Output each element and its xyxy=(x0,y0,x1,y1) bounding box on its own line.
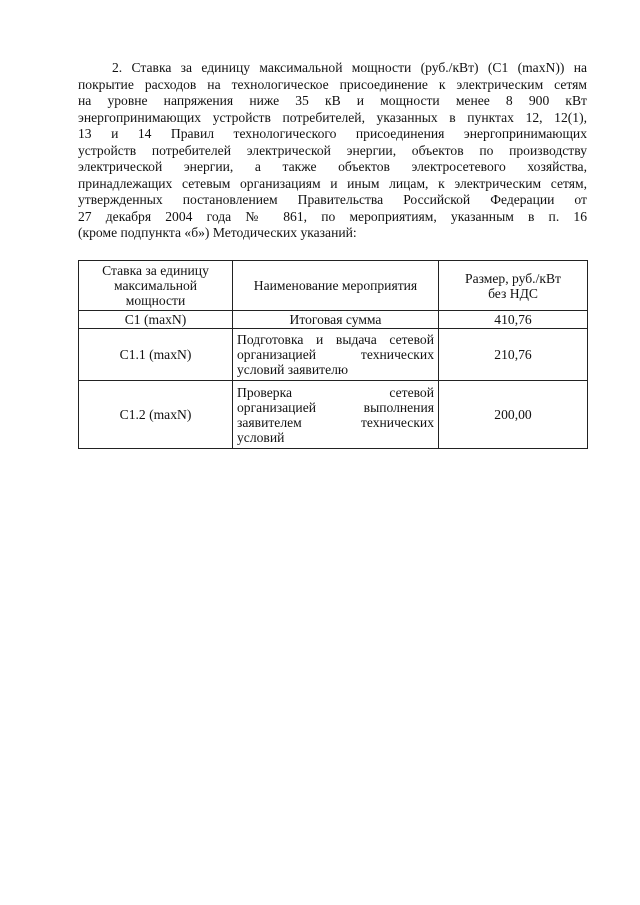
paragraph-line: энергопринимающих устройств потребителей, указанных в пунктах 12, 12(1), xyxy=(78,109,587,125)
paragraph-line: электрической энергии, а также объектов электросетевого хозяйства, xyxy=(78,159,587,174)
value-cell: 210,76 xyxy=(439,329,588,381)
value-cell: 410,76 xyxy=(439,311,588,329)
paragraph-line: утвержденных постановлением Правительства Российской Федерации от xyxy=(78,192,587,207)
paragraph-line: на уровне напряжения ниже 35 кВ и мощности менее 8 900 кВт xyxy=(78,93,587,108)
table-row xyxy=(79,311,588,329)
rate-cell: С1.2 (maxN) xyxy=(79,381,233,449)
name-line: заявителем технических xyxy=(237,414,434,430)
name-line: организацией выполнения xyxy=(237,399,434,415)
paragraph-line: 27 декабря 2004 года № 861, по мероприятиям, указанным в п. 16 xyxy=(78,208,587,224)
rates-table xyxy=(78,260,588,449)
paragraph-line: 2. Ставка за единицу максимальной мощности (руб./кВт) (С1 (maxN)) на xyxy=(112,60,587,75)
paragraph-line: принадлежащих сетевым организациям и иным лицам, к электрическим сетям, xyxy=(78,175,587,191)
header-value-line: Размер, руб./кВт xyxy=(465,270,561,286)
paragraph-line: (кроме подпункта «б») Методических указаний: xyxy=(78,225,357,240)
name-line: условий заявителю xyxy=(237,362,349,377)
rate-cell: С1 (maxN) xyxy=(79,311,233,329)
header-value-cell xyxy=(439,261,588,311)
header-name-cell: Наименование мероприятия xyxy=(233,261,439,311)
header-rate-line: максимальной xyxy=(113,278,198,293)
name-line: Подготовка и выдача сетевой xyxy=(237,332,434,347)
name-cell: Итоговая сумма xyxy=(233,311,439,329)
header-rate-cell xyxy=(79,261,233,311)
name-line: организацией технических xyxy=(237,347,434,362)
header-rate-line: Ставка за единицу xyxy=(102,263,209,278)
header-value-line: без НДС xyxy=(488,285,538,301)
table-row xyxy=(79,381,588,449)
paragraph-line: покрытие расходов на технологическое присоединение к электрическим сетям xyxy=(78,76,587,92)
name-line: Проверка сетевой xyxy=(237,384,434,400)
table-header-row xyxy=(79,261,588,311)
paragraph-line: устройств потребителей электрической энергии, объектов по производству xyxy=(78,142,587,158)
paragraph-line: 13 и 14 Правил технологического присоединения энергопринимающих xyxy=(78,126,587,141)
name-cell xyxy=(233,381,439,449)
body-paragraph xyxy=(78,60,587,242)
rate-cell: С1.1 (maxN) xyxy=(79,329,233,381)
value-cell: 200,00 xyxy=(439,381,588,449)
name-line: условий xyxy=(237,429,285,445)
header-rate-line: мощности xyxy=(125,293,186,308)
name-cell xyxy=(233,329,439,381)
table-row xyxy=(79,329,588,381)
